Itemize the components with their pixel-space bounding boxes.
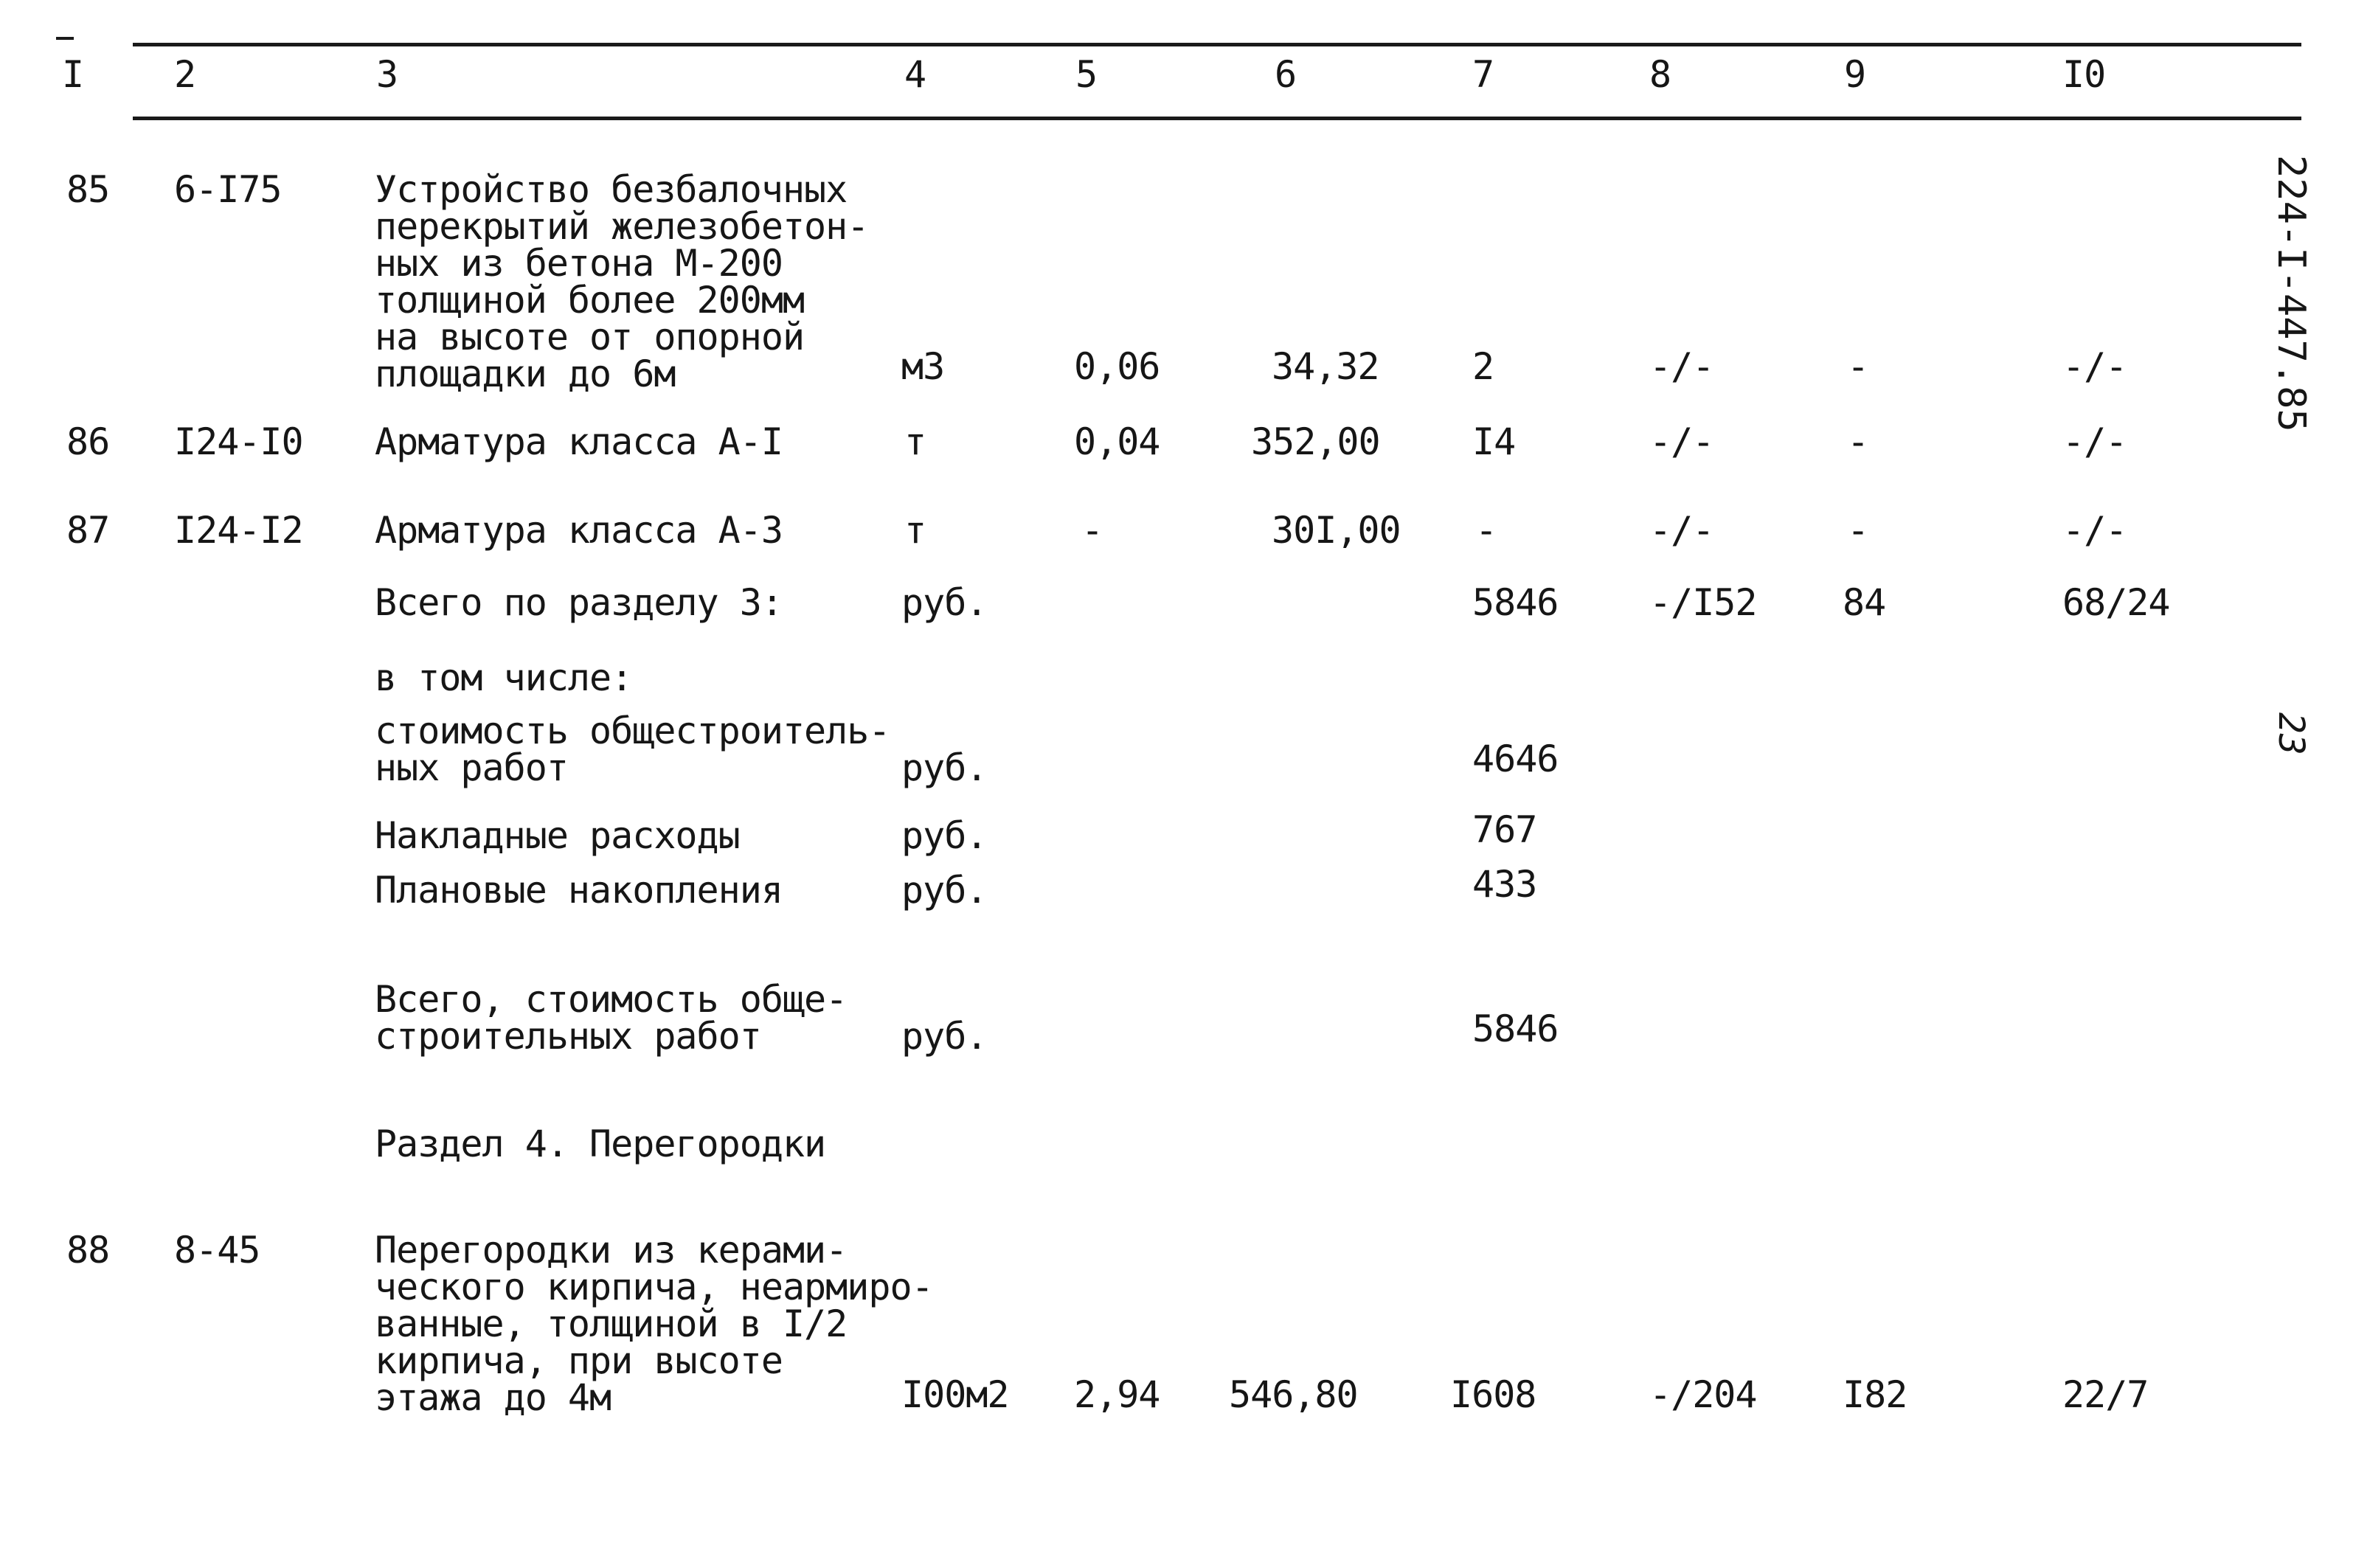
row-code: 6-I75 bbox=[174, 168, 282, 211]
header-col-2: 2 bbox=[174, 53, 196, 96]
row-unit: руб. bbox=[901, 746, 988, 789]
row-unit: руб. bbox=[901, 869, 988, 912]
row-col-10: -/- bbox=[2062, 345, 2127, 388]
header-col-6: 6 bbox=[1275, 53, 1297, 96]
row-quantity: 2,94 bbox=[1074, 1373, 1160, 1416]
row-col-8: -/- bbox=[1649, 345, 1714, 388]
row-unit: I00м2 bbox=[901, 1373, 1009, 1416]
table-top-rule bbox=[133, 43, 2301, 46]
row-description: Плановые накопления bbox=[375, 869, 783, 912]
row-total: I608 bbox=[1450, 1373, 1536, 1416]
row-total: 5846 bbox=[1472, 581, 1559, 624]
row-quantity: 0,04 bbox=[1074, 420, 1160, 463]
header-dash bbox=[56, 37, 74, 40]
row-unit: руб. bbox=[901, 1015, 988, 1058]
row-total: 433 bbox=[1472, 863, 1537, 906]
header-col-10: I0 bbox=[2062, 53, 2106, 96]
row-col-10: -/- bbox=[2062, 509, 2127, 552]
row-col-9: 84 bbox=[1843, 581, 1886, 624]
row-number: 86 bbox=[66, 420, 110, 463]
row-description: Накладные расходы bbox=[375, 814, 740, 857]
row-code: I24-I2 bbox=[174, 509, 303, 552]
row-code: 8-45 bbox=[174, 1229, 260, 1272]
row-quantity: 0,06 bbox=[1074, 345, 1160, 388]
row-description: стоимость общестроитель- ных работ bbox=[375, 710, 890, 789]
row-description: Всего по разделу 3: bbox=[375, 581, 783, 624]
row-description: в том числе: bbox=[375, 656, 633, 699]
row-quantity: - bbox=[1081, 509, 1103, 552]
row-number: 87 bbox=[66, 509, 110, 552]
row-col-8: -/- bbox=[1649, 509, 1714, 552]
row-total: I4 bbox=[1472, 420, 1516, 463]
row-number: 88 bbox=[66, 1229, 110, 1272]
row-col-10: -/- bbox=[2062, 420, 2127, 463]
row-col-8: -/- bbox=[1649, 420, 1714, 463]
header-col-9: 9 bbox=[1844, 53, 1866, 96]
row-total: 4646 bbox=[1472, 738, 1559, 780]
row-unit: руб. bbox=[901, 814, 988, 857]
row-description: Арматура класса А-I bbox=[375, 420, 783, 463]
header-col-8: 8 bbox=[1649, 53, 1671, 96]
row-col-8: -/I52 bbox=[1649, 581, 1757, 624]
row-col-9: - bbox=[1847, 420, 1869, 463]
row-unit: руб. bbox=[901, 581, 988, 624]
page-number: 23 bbox=[2270, 712, 2312, 755]
row-description: Арматура класса А-3 bbox=[375, 509, 783, 552]
row-total: 5846 bbox=[1472, 1007, 1559, 1050]
row-col-9: - bbox=[1847, 509, 1869, 552]
header-col-3: 3 bbox=[376, 53, 398, 96]
row-unit-price: 546,80 bbox=[1229, 1373, 1358, 1416]
row-unit: т bbox=[904, 509, 926, 552]
row-unit: т bbox=[904, 420, 926, 463]
row-unit-price: 34,32 bbox=[1272, 345, 1379, 388]
header-col-1: I bbox=[62, 53, 84, 96]
row-unit-price: 352,00 bbox=[1251, 420, 1380, 463]
row-description: Устройство безбалочных перекрытий железобетон- ных из бетона М-200 толщиной более 200мм на высоте от опорной площадки до 6м bbox=[375, 168, 869, 395]
row-col-10: 22/7 bbox=[2062, 1373, 2149, 1416]
header-col-5: 5 bbox=[1075, 53, 1098, 96]
row-col-9: I82 bbox=[1843, 1373, 1907, 1416]
row-unit-price: 30I,00 bbox=[1272, 509, 1401, 552]
row-description: Перегородки из керами- ческого кирпича, неармиро- ванные, толщиной в I/2 кирпича, при высоте этажа до 4м bbox=[375, 1229, 933, 1419]
row-col-10: 68/24 bbox=[2062, 581, 2170, 624]
header-bottom-rule bbox=[133, 117, 2301, 120]
row-col-9: - bbox=[1847, 345, 1869, 388]
section-heading: Раздел 4. Перегородки bbox=[375, 1123, 826, 1165]
row-col-8: -/204 bbox=[1649, 1373, 1757, 1416]
header-col-7: 7 bbox=[1472, 53, 1494, 96]
row-code: I24-I0 bbox=[174, 420, 303, 463]
document-code: 224-I-447.85 bbox=[2269, 155, 2313, 432]
header-col-4: 4 bbox=[904, 53, 926, 96]
row-number: 85 bbox=[66, 168, 110, 211]
row-total: 767 bbox=[1472, 808, 1537, 851]
row-total: - bbox=[1475, 509, 1497, 552]
row-unit: м3 bbox=[901, 345, 945, 388]
row-description: Всего, стоимость обще- строительных работ bbox=[375, 978, 848, 1058]
row-total: 2 bbox=[1472, 345, 1494, 388]
